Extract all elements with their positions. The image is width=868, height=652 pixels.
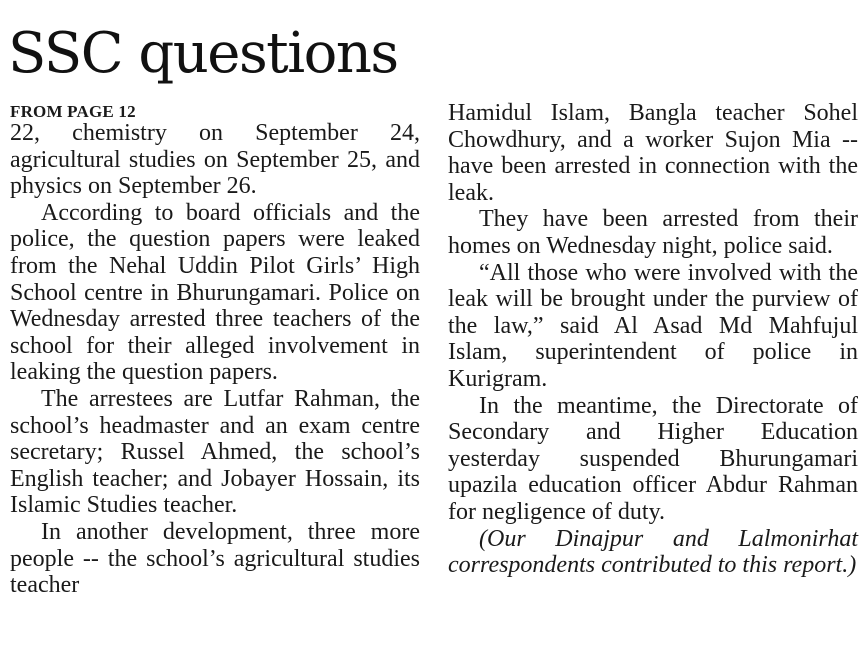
right-column	[448, 100, 858, 579]
correspondent-credit: (Our Dinajpur and Lalmonirhat correspondents contributed to this report.)	[448, 525, 858, 579]
paragraph: The arrestees are Lutfar Rahman, the school’s headmaster and an exam centre secretary; Russel Ahmed, the school’s English teacher; and Jobayer Hossain, its Islamic Studies teacher.	[10, 385, 420, 519]
paragraph-continued: 22, chemistry on September 24, agricultural studies on September 25, and physics on September 26.	[10, 120, 420, 200]
headline: SSC questions	[8, 21, 398, 86]
paragraph: “All those who were involved with the leak will be brought under the purview of the law,” said Al Asad Md Mahfujul Islam, superintendent of police in Kurigram.	[448, 259, 858, 392]
paragraph-continued: Hamidul Islam, Bangla teacher Sohel Chowdhury, and a worker Sujon Mia -- have been arrested in connection with the leak.	[448, 100, 858, 206]
paragraph: They have been arrested from their homes on Wednesday night, police said.	[448, 206, 858, 259]
paragraph: In another development, three more people -- the school’s agricultural studies teacher	[10, 518, 420, 599]
left-column	[10, 100, 420, 599]
paragraph: According to board officials and the police, the question papers were leaked from the Nehal Uddin Pilot Girls’ High School centre in Bhurungamari. Police on Wednesday arrested three teachers of the school for their alleged involvement in leaking the question papers.	[10, 199, 420, 386]
paragraph: In the meantime, the Directorate of Secondary and Higher Education yesterday suspended Bhurungamari upazila education officer Abdur Rahman for negligence of duty.	[448, 392, 858, 525]
jump-line: FROM PAGE 12	[10, 102, 136, 121]
